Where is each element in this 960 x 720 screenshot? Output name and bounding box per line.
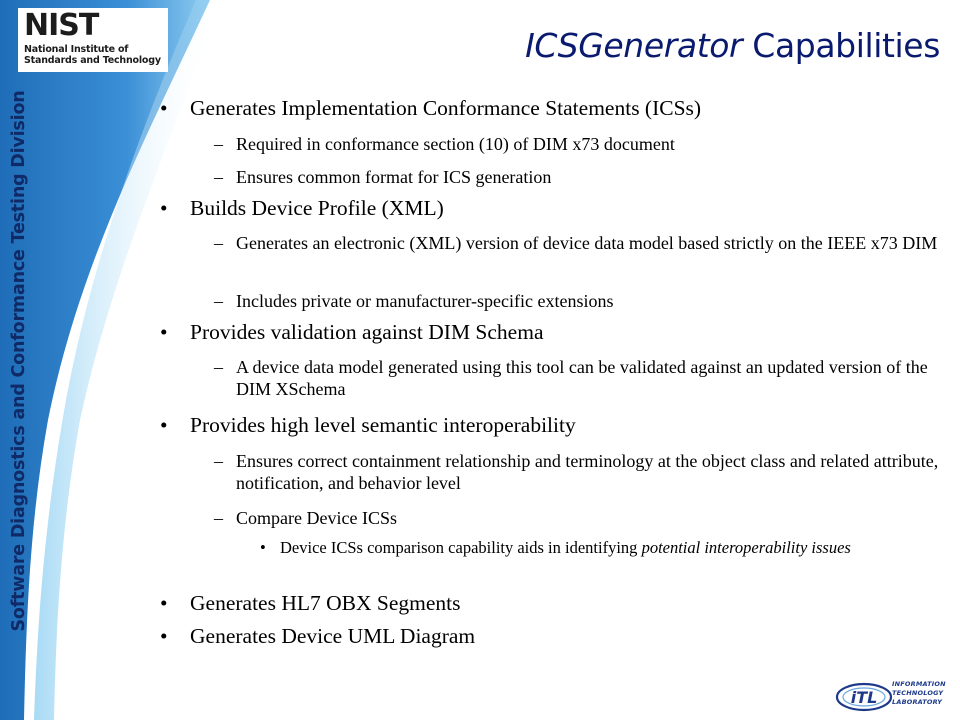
nist-logo-subtitle: National Institute of Standards and Technology [24,44,161,66]
bullet-text: Generates HL7 OBX Segments [190,591,461,615]
sub-sub-item-emphasis: potential interoperability issues [641,538,851,557]
dash-symbol: – [214,508,223,528]
sub-sub-item [260,538,930,558]
side-banner: Software Diagnostics and Conformance Testing Division [9,90,29,632]
dash-symbol: – [214,134,223,154]
bullet-item [160,320,544,345]
dash-symbol: – [214,167,223,187]
bullet-item [160,624,476,649]
sub-item-text: Ensures common format for ICS generation [236,167,552,187]
itl-logo [834,676,954,718]
dash-symbol: – [214,357,223,377]
dash-symbol: – [214,451,223,471]
bullet-item [160,96,702,121]
bullet-text: Generates Implementation Conformance Statements (ICSs) [190,96,702,120]
sub-item [214,133,946,155]
sub-item-text: Generates an electronic (XML) version of device data model based strictly on the IEEE x73 DIM [236,233,938,253]
bullet-symbol: • [160,96,168,120]
sub-item [214,166,946,188]
sub-item-text: Required in conformance section (10) of DIM x73 document [236,134,675,154]
bullet-symbol: • [160,624,168,648]
bullet-symbol: • [260,538,266,557]
title-rest: Capabilities [742,26,940,65]
sub-item [214,232,946,254]
title-italic: ICSGenerator [525,26,743,65]
bullet-item [160,413,576,438]
bullet-symbol: • [160,591,168,615]
bullet-text: Generates Device UML Diagram [190,624,476,648]
bullet-symbol: • [160,320,168,344]
dash-symbol: – [214,233,223,253]
bullet-text: Provides high level semantic interoperability [190,413,576,437]
sub-item [214,450,946,494]
bullet-item [160,196,444,221]
itl-logo-letters: iTL [850,688,878,707]
sub-item [214,356,946,400]
sub-sub-item-text: Device ICSs comparison capability aids in identifying [280,538,642,557]
bullet-symbol: • [160,413,168,437]
bullet-item [160,591,461,616]
sub-item-text: Ensures correct containment relationship and terminology at the object class and related attribute, notification, and behavior level [236,451,939,493]
sub-item-text: Compare Device ICSs [236,508,397,528]
bullet-text: Builds Device Profile (XML) [190,196,444,220]
dash-symbol: – [214,291,223,311]
sub-item-text: A device data model generated using this tool can be validated against an updated version of the DIM XSchema [236,357,928,399]
sub-item [214,290,946,312]
sub-item [214,507,946,529]
bullet-text: Provides validation against DIM Schema [190,320,544,344]
itl-logo-mark [834,676,894,716]
itl-logo-text: INFORMATION TECHNOLOGY LABORATORY [892,680,946,706]
bullet-symbol: • [160,196,168,220]
sub-item-text: Includes private or manufacturer-specific extensions [236,291,614,311]
nist-logo-mark: NIST [24,8,99,43]
